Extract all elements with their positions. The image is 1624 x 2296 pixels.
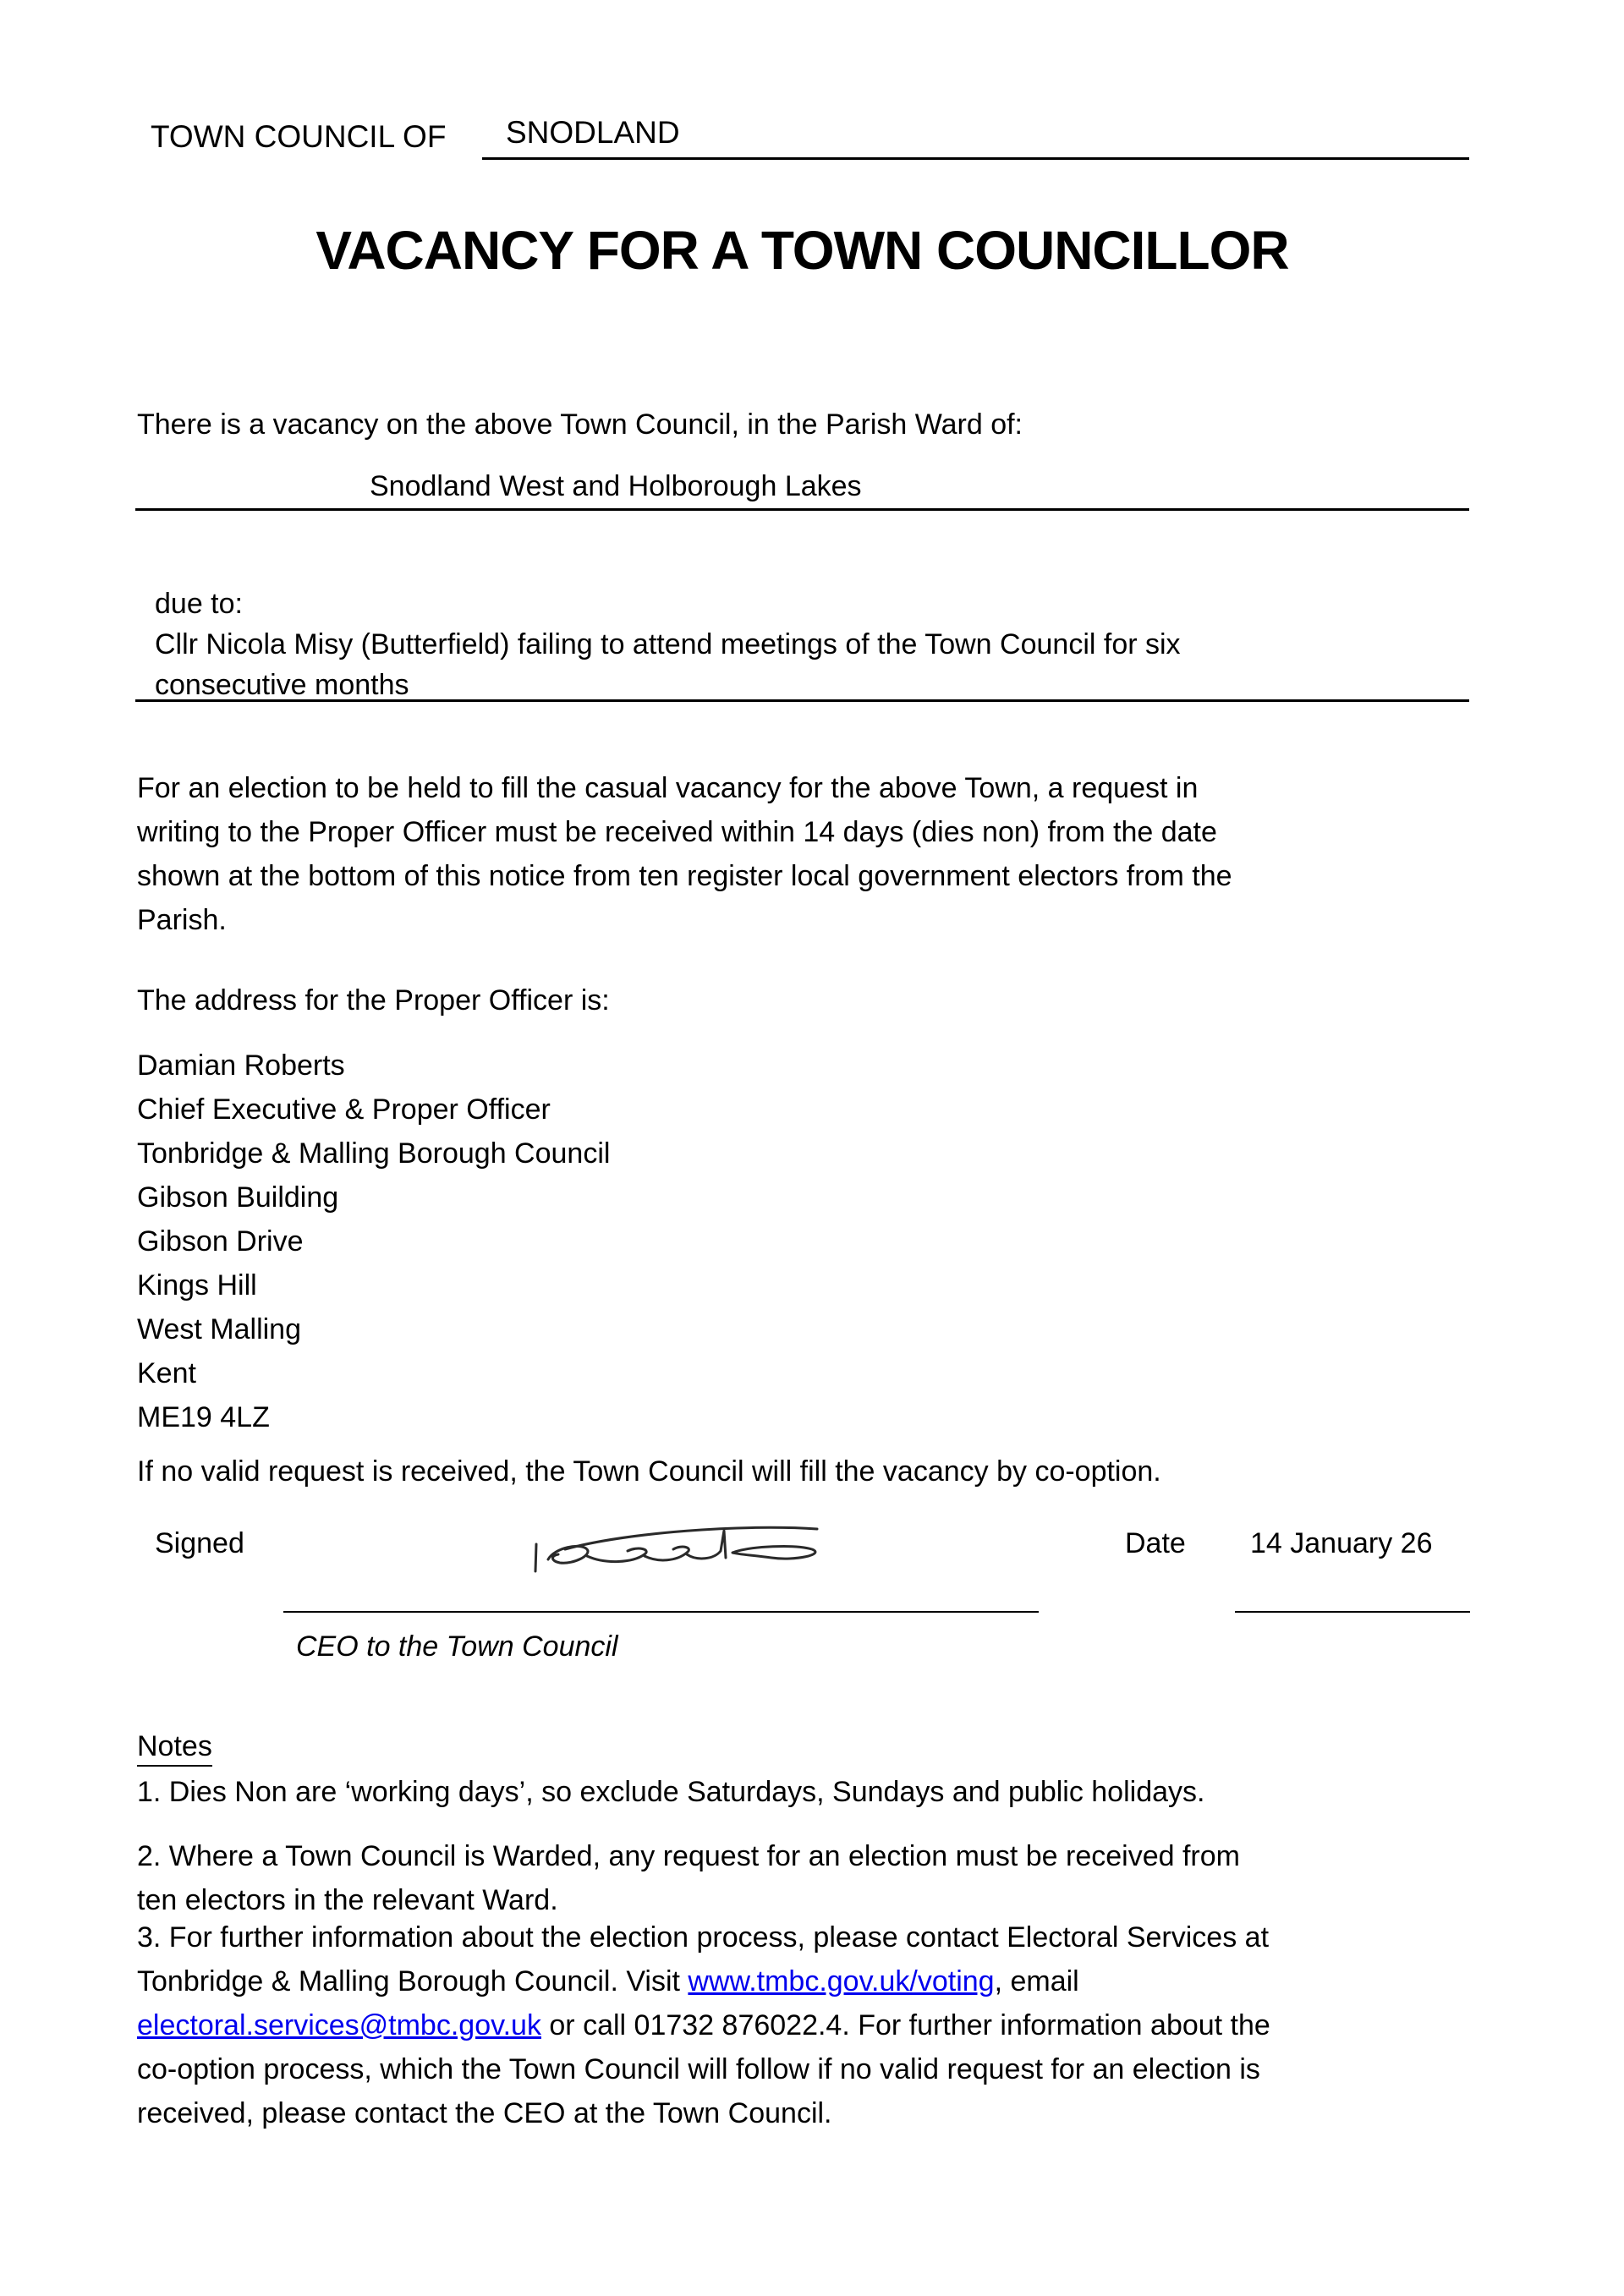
address-line: Gibson Drive — [137, 1225, 304, 1258]
note-3-line — [137, 1959, 1270, 2003]
signed-label: Signed — [155, 1527, 244, 1559]
note-2-line: ten electors in the relevant Ward. — [137, 1884, 558, 1916]
address-line: Kings Hill — [137, 1269, 257, 1301]
address-line: Chief Executive & Proper Officer — [137, 1093, 551, 1126]
council-name-field — [482, 115, 1469, 160]
note-3-line: 3. For further information about the election process, please contact Electoral Services at — [137, 1921, 1270, 1954]
note-3-text: or call 01732 876022.4. For further information about the — [540, 2009, 1270, 2041]
note-3-text: , email — [994, 1965, 1079, 1997]
address-line: Gibson Building — [137, 1181, 339, 1214]
due-to-line: consecutive months — [155, 669, 409, 701]
date-label: Date — [1125, 1527, 1186, 1559]
address-line: Tonbridge & Malling Borough Council — [137, 1137, 611, 1170]
due-to-underline — [135, 699, 1469, 702]
signature-image — [524, 1510, 829, 1586]
note-3 — [137, 1915, 1270, 2135]
address-intro: The address for the Proper Officer is: — [137, 984, 610, 1016]
parish-ward-underline — [135, 508, 1469, 511]
note-3-line — [137, 2003, 1270, 2047]
voting-link[interactable]: www.tmbc.gov.uk/voting — [688, 1965, 995, 1997]
election-request-paragraph — [137, 766, 1232, 942]
address-line: Damian Roberts — [137, 1049, 345, 1082]
page-title: VACANCY FOR A TOWN COUNCILLOR — [315, 220, 1289, 281]
email-link[interactable]: electoral.services@tmbc.gov.uk — [137, 2009, 541, 2041]
due-to-line: Cllr Nicola Misy (Butterfield) failing to attend meetings of the Town Council for six — [155, 628, 1181, 660]
address-line: West Malling — [137, 1313, 301, 1345]
date-value: 14 January 26 — [1250, 1527, 1433, 1559]
paragraph-line: shown at the bottom of this notice from ten register local government electors from the — [137, 860, 1232, 892]
note-3-line: received, please contact the CEO at the Town Council. — [137, 2097, 832, 2129]
note-3-line: co-option process, which the Town Council will follow if no valid request for an election is — [137, 2053, 1260, 2085]
paragraph-line: Parish. — [137, 904, 227, 936]
proper-officer-address — [137, 1044, 610, 1439]
parish-ward-value: Snodland West and Holborough Lakes — [370, 470, 862, 502]
council-name: SNODLAND — [506, 115, 680, 150]
signature-line — [283, 1611, 1039, 1613]
vacancy-intro: There is a vacancy on the above Town Council, in the Parish Ward of: — [137, 408, 1023, 441]
note-2 — [137, 1834, 1240, 1922]
address-line: Kent — [137, 1357, 196, 1389]
header-label: TOWN COUNCIL OF — [151, 119, 447, 154]
note-3-text: Tonbridge & Malling Borough Council. Visit — [137, 1965, 689, 1997]
paragraph-line: writing to the Proper Officer must be received within 14 days (dies non) from the date — [137, 816, 1217, 848]
date-line — [1235, 1611, 1470, 1613]
signer-title: CEO to the Town Council — [296, 1630, 618, 1663]
due-to-block — [155, 584, 1181, 705]
notes-heading: Notes — [137, 1730, 212, 1767]
note-1: 1. Dies Non are ‘working days’, so exclude Saturdays, Sundays and public holidays. — [137, 1776, 1205, 1808]
paragraph-line: For an election to be held to fill the casual vacancy for the above Town, a request in — [137, 772, 1199, 804]
due-to-label: due to: — [155, 588, 243, 620]
address-line: ME19 4LZ — [137, 1401, 270, 1433]
note-2-line: 2. Where a Town Council is Warded, any request for an election must be received from — [137, 1840, 1240, 1872]
co-option-note: If no valid request is received, the Town Council will fill the vacancy by co-option. — [137, 1455, 1161, 1488]
